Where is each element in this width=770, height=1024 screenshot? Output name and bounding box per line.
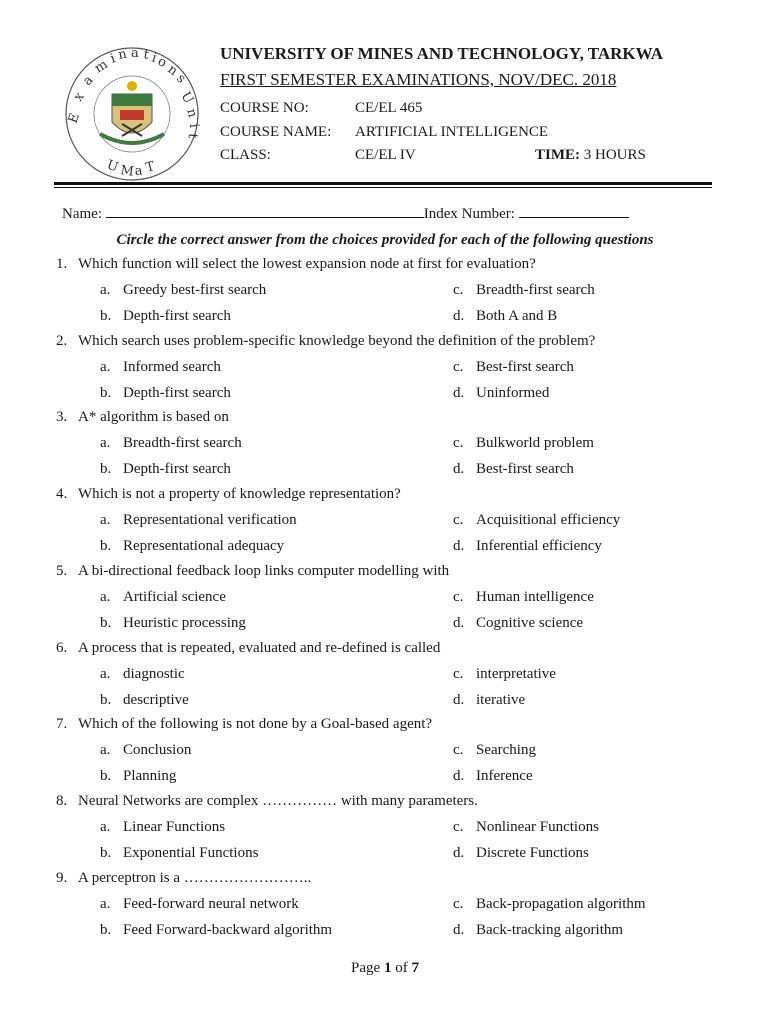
option-text: interpretative (476, 666, 556, 682)
svg-text:x: x (70, 89, 88, 105)
option-text: Depth-first search (123, 461, 231, 477)
option-text: Feed Forward-backward algorithm (123, 922, 333, 938)
option-letter: d. (453, 615, 465, 631)
option-letter: a. (100, 435, 111, 451)
course-no-label: COURSE NO: (220, 100, 309, 116)
option-d[interactable] (453, 385, 549, 402)
option-text: Uninformed (476, 385, 550, 401)
page-number: 1 (383, 960, 392, 976)
option-text: Representational adequacy (123, 538, 285, 554)
class-value: CE/EL IV (355, 147, 416, 163)
time-label: TIME: (535, 147, 580, 163)
option-text: Breadth-first search (476, 282, 595, 298)
option-d[interactable] (453, 845, 589, 862)
option-text: Human intelligence (476, 589, 594, 605)
option-text: Cognitive science (476, 615, 584, 631)
option-a[interactable] (100, 666, 185, 683)
university-title: UNIVERSITY OF MINES AND TECHNOLOGY, TARKWA (220, 44, 664, 63)
option-text: Depth-first search (123, 308, 231, 324)
option-text: Exponential Functions (123, 845, 259, 861)
time-info (535, 147, 646, 164)
question-1 (56, 256, 536, 273)
question-number: 4. (56, 486, 68, 502)
option-b[interactable] (100, 538, 284, 555)
option-d[interactable] (453, 615, 583, 632)
svg-text:a: a (131, 46, 139, 61)
option-letter: b. (100, 922, 112, 938)
option-text: Back-tracking algorithm (476, 922, 624, 938)
option-letter: d. (453, 768, 465, 784)
option-text: Nonlinear Functions (476, 819, 599, 835)
option-b[interactable] (100, 692, 189, 709)
page-label: Page (351, 960, 381, 976)
option-a[interactable] (100, 435, 242, 452)
option-letter: a. (100, 819, 111, 835)
svg-text:s: s (173, 71, 189, 87)
option-letter: c. (453, 359, 464, 375)
option-letter: c. (453, 512, 464, 528)
option-text: Depth-first search (123, 385, 231, 401)
svg-text:a: a (134, 163, 144, 179)
question-8 (56, 793, 478, 810)
option-letter: a. (100, 742, 111, 758)
option-letter: d. (453, 922, 465, 938)
svg-text:n: n (117, 46, 128, 63)
question-number: 2. (56, 333, 68, 349)
option-c[interactable] (453, 666, 556, 683)
option-letter: a. (100, 589, 111, 605)
option-text: Discrete Functions (476, 845, 589, 861)
option-b[interactable] (100, 385, 231, 402)
exam-subtitle: FIRST SEMESTER EXAMINATIONS, NOV/DEC. 2018 (220, 70, 617, 89)
question-text: A process that is repeated, evaluated and re-defined is called (78, 640, 441, 656)
option-text: Linear Functions (123, 819, 226, 835)
question-text: A bi-directional feedback loop links computer modelling with (78, 563, 450, 579)
option-c[interactable] (453, 896, 646, 913)
question-number: 8. (56, 793, 68, 809)
option-letter: c. (453, 666, 464, 682)
course-name-label: COURSE NAME: (220, 124, 332, 140)
option-c[interactable] (453, 359, 574, 376)
option-letter: a. (100, 666, 111, 682)
option-letter: c. (453, 589, 464, 605)
option-text: Inferential efficiency (476, 538, 602, 554)
option-b[interactable] (100, 768, 176, 785)
option-c[interactable] (453, 282, 595, 299)
option-letter: d. (453, 385, 465, 401)
svg-text:n: n (183, 107, 200, 120)
option-text: Searching (476, 742, 536, 758)
option-text: Inference (476, 768, 533, 784)
option-d[interactable] (453, 538, 602, 555)
option-text: Representational verification (123, 512, 297, 528)
option-letter: c. (453, 282, 464, 298)
svg-text:i: i (108, 51, 118, 67)
option-text: descriptive (123, 692, 189, 708)
index-number-field[interactable] (519, 205, 629, 218)
option-text: Artificial science (123, 589, 226, 605)
option-b[interactable] (100, 615, 246, 632)
svg-text:i: i (149, 50, 159, 67)
svg-text:n: n (164, 61, 181, 80)
question-6 (56, 640, 440, 657)
option-b[interactable] (100, 461, 231, 478)
svg-text:E: E (65, 111, 84, 126)
option-letter: b. (100, 538, 112, 554)
option-letter: b. (100, 692, 112, 708)
instructions: Circle the correct answer from the choices provided for each of the following questions (116, 232, 654, 248)
option-text: Breadth-first search (123, 435, 242, 451)
course-name-value: ARTIFICIAL INTELLIGENCE (355, 124, 549, 140)
option-text: Feed-forward neural network (123, 896, 299, 912)
svg-text:U: U (104, 157, 121, 176)
svg-text:M: M (119, 163, 135, 180)
question-number: 5. (56, 563, 68, 579)
question-text: Which is not a property of knowledge representation? (78, 486, 401, 502)
question-number: 6. (56, 640, 68, 656)
option-a[interactable] (100, 819, 225, 836)
question-text: Which function will select the lowest expansion node at first for evaluation? (78, 256, 536, 272)
question-text: Neural Networks are complex …………… with many parameters. (78, 793, 478, 809)
option-text: Conclusion (123, 742, 192, 758)
header-divider-thin (54, 187, 712, 188)
option-letter: a. (100, 282, 111, 298)
option-c[interactable] (453, 819, 599, 836)
option-a[interactable] (100, 589, 226, 606)
option-c[interactable] (453, 435, 594, 452)
option-a[interactable] (100, 896, 299, 913)
page-total: 7 (411, 960, 419, 976)
svg-text:t: t (142, 47, 151, 63)
svg-text:T: T (144, 159, 157, 176)
option-letter: b. (100, 308, 112, 324)
svg-text:a: a (80, 72, 97, 89)
option-letter: d. (453, 308, 465, 324)
option-text: Greedy best-first search (123, 282, 267, 298)
option-text: Acquisitional efficiency (476, 512, 621, 528)
svg-text:m: m (92, 57, 111, 77)
index-number-label: Index Number: (423, 206, 515, 222)
university-seal (62, 44, 202, 184)
svg-text:t: t (184, 132, 200, 140)
student-info-line (62, 205, 629, 223)
question-text: A perceptron is a …………………….. (78, 870, 312, 886)
option-c[interactable] (453, 742, 536, 759)
option-d[interactable] (453, 692, 525, 709)
option-text: Heuristic processing (123, 615, 246, 631)
option-c[interactable] (453, 589, 594, 606)
option-letter: d. (453, 538, 465, 554)
option-letter: a. (100, 359, 111, 375)
page-footer (0, 960, 770, 977)
class-label: CLASS: (220, 147, 271, 163)
option-a[interactable] (100, 282, 266, 299)
question-4 (56, 486, 401, 503)
option-letter: a. (100, 512, 111, 528)
option-b[interactable] (100, 845, 258, 862)
question-number: 9. (56, 870, 68, 886)
option-letter: d. (453, 845, 465, 861)
option-text: Planning (123, 768, 177, 784)
time-value: 3 HOURS (583, 147, 646, 163)
option-letter: c. (453, 742, 464, 758)
question-7 (56, 716, 432, 733)
option-letter: b. (100, 461, 112, 477)
name-field[interactable] (106, 205, 424, 218)
option-letter: b. (100, 615, 112, 631)
question-3 (56, 409, 229, 426)
question-9 (56, 870, 311, 887)
option-text: Back-propagation algorithm (476, 896, 646, 912)
option-a[interactable] (100, 359, 221, 376)
option-letter: b. (100, 768, 112, 784)
course-no-value: CE/EL 465 (355, 100, 423, 116)
of-label: of (395, 960, 408, 976)
option-letter: a. (100, 896, 111, 912)
option-text: Best-first search (476, 359, 574, 375)
question-number: 7. (56, 716, 68, 732)
option-d[interactable] (453, 308, 557, 325)
question-2 (56, 333, 595, 350)
question-number: 1. (56, 256, 68, 272)
question-text: Which search uses problem-specific knowledge beyond the definition of the problem? (78, 333, 596, 349)
option-letter: d. (453, 692, 465, 708)
option-text: Best-first search (476, 461, 574, 477)
option-letter: c. (453, 896, 464, 912)
option-d[interactable] (453, 922, 623, 939)
question-text: A* algorithm is based on (78, 409, 229, 425)
name-label: Name: (62, 206, 102, 222)
option-d[interactable] (453, 461, 574, 478)
svg-text:U: U (177, 89, 197, 107)
question-text: Which of the following is not done by a Goal-based agent? (78, 716, 433, 732)
option-letter: c. (453, 819, 464, 835)
option-letter: c. (453, 435, 464, 451)
question-5 (56, 563, 449, 580)
option-d[interactable] (453, 768, 533, 785)
option-text: Both A and B (476, 308, 558, 324)
svg-text:o: o (155, 54, 169, 71)
option-letter: b. (100, 385, 112, 401)
svg-text:i: i (186, 123, 202, 129)
option-b[interactable] (100, 308, 231, 325)
option-text: iterative (476, 692, 526, 708)
option-b[interactable] (100, 922, 332, 939)
header-divider (54, 182, 712, 185)
question-number: 3. (56, 409, 68, 425)
option-letter: b. (100, 845, 112, 861)
option-text: diagnostic (123, 666, 185, 682)
option-c[interactable] (453, 512, 620, 529)
option-a[interactable] (100, 742, 191, 759)
option-a[interactable] (100, 512, 297, 529)
option-text: Bulkworld problem (476, 435, 594, 451)
option-text: Informed search (123, 359, 221, 375)
option-letter: d. (453, 461, 465, 477)
